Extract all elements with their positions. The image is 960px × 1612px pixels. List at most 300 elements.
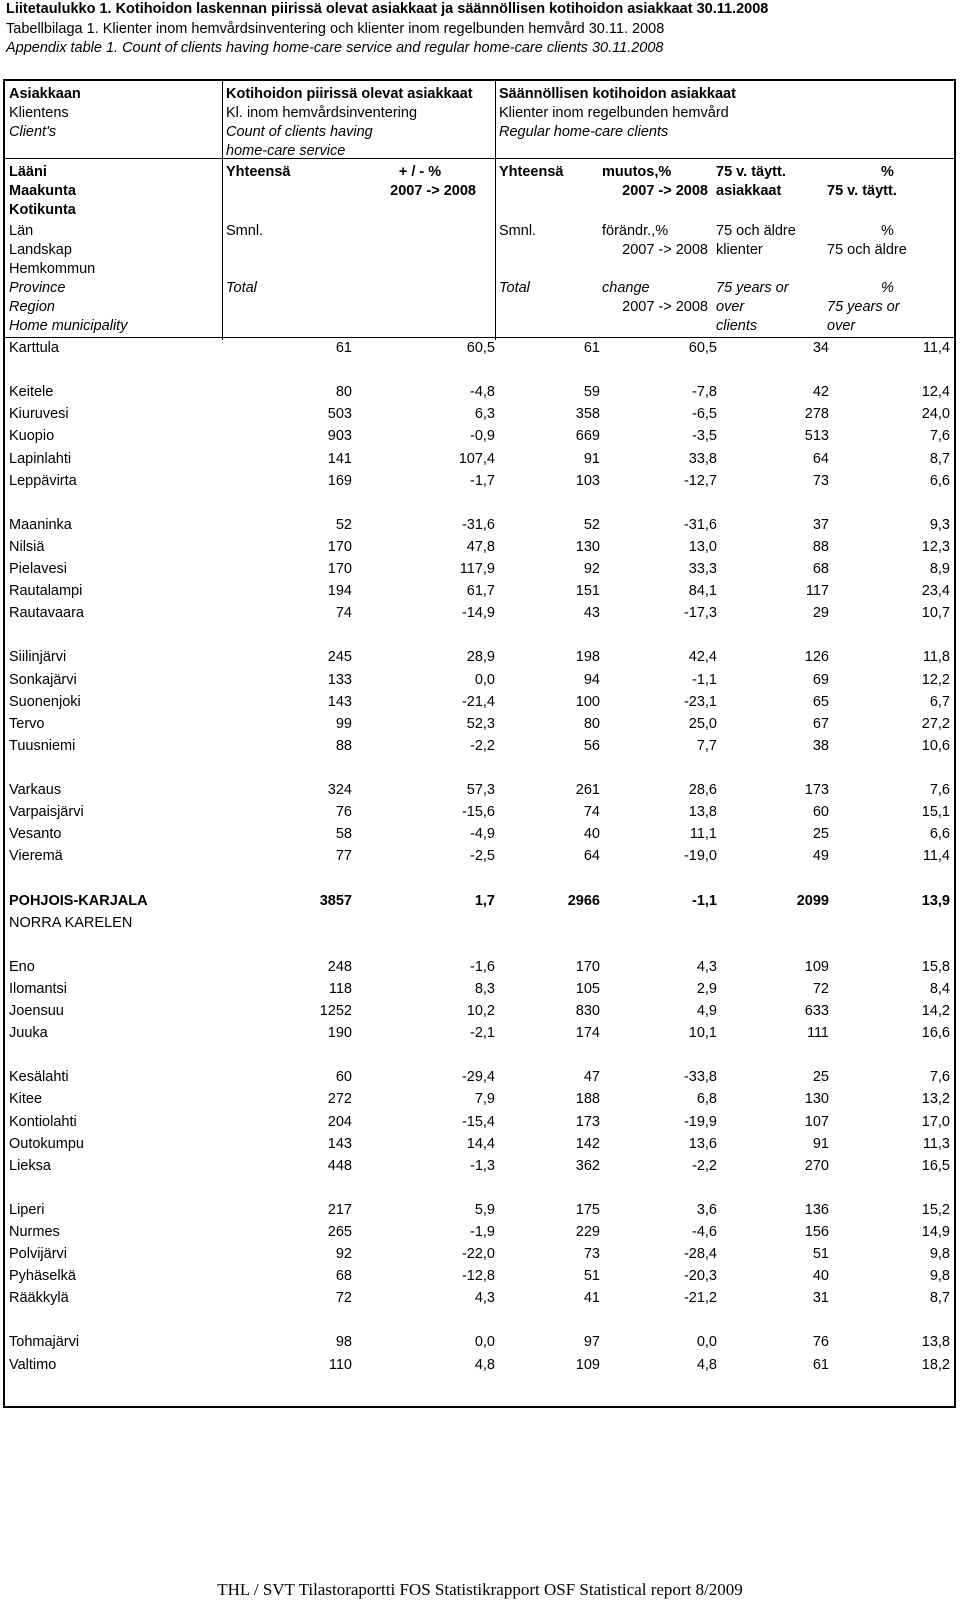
cell-value: 12,2 (921, 672, 950, 688)
header-pct-fi-2: 75 v. täytt. (827, 183, 897, 199)
header-over: over (716, 299, 745, 315)
cell-value: 17,0 (921, 1114, 950, 1130)
cell-value: 1252 (319, 1003, 352, 1019)
cell-value: 42 (812, 384, 829, 400)
municipality-name: Pyhäselkä (9, 1268, 76, 1284)
cell-value: -1,1 (692, 893, 717, 909)
municipality-name: Rääkkylä (9, 1290, 69, 1306)
cell-value: 2,9 (696, 981, 717, 997)
cell-value: 34 (812, 340, 829, 356)
cell-value: 73 (812, 473, 829, 489)
page-titles (6, 0, 768, 59)
municipality-name: Varpaisjärvi (9, 804, 84, 820)
cell-value: 173 (575, 1114, 600, 1130)
cell-value: 41 (583, 1290, 600, 1306)
cell-value: 74 (335, 605, 352, 621)
cell-value: 142 (575, 1136, 600, 1152)
cell-value: 6,6 (929, 826, 950, 842)
table-row (5, 669, 954, 691)
cell-value: 170 (327, 561, 352, 577)
cell-value: 33,3 (688, 561, 717, 577)
cell-value: 8,3 (474, 981, 495, 997)
cell-value: 111 (806, 1025, 829, 1041)
municipality-name: Suonenjoki (9, 694, 81, 710)
header-75-en: 75 years or (716, 280, 789, 296)
cell-value: 3857 (319, 893, 352, 909)
table-row (5, 1000, 954, 1022)
cell-value: 245 (327, 649, 352, 665)
cell-value: 4,8 (474, 1357, 495, 1373)
cell-value: 59 (583, 384, 600, 400)
header-pct-fi: % (881, 164, 894, 180)
header-home-care-service: home-care service (226, 143, 346, 159)
cell-value: 80 (335, 384, 352, 400)
cell-value: 156 (804, 1224, 829, 1240)
cell-value: 73 (583, 1246, 600, 1262)
municipality-name: Vesanto (9, 826, 62, 842)
cell-value: 9,8 (929, 1268, 950, 1284)
cell-value: 15,1 (921, 804, 950, 820)
cell-value: -2,2 (692, 1158, 717, 1174)
cell-value: -21,4 (461, 694, 495, 710)
cell-value: 170 (327, 539, 352, 555)
municipality-name: Vieremä (9, 848, 63, 864)
header-row (5, 315, 954, 337)
cell-value: 14,4 (466, 1136, 495, 1152)
cell-value: 13,6 (688, 1136, 717, 1152)
cell-value: 362 (575, 1158, 600, 1174)
cell-value: -21,2 (683, 1290, 717, 1306)
municipality-name: Sonkajärvi (9, 672, 77, 688)
cell-value: 25,0 (688, 716, 717, 732)
cell-value: 358 (575, 406, 600, 422)
cell-value: -20,3 (683, 1268, 717, 1284)
cell-value: 13,9 (921, 893, 950, 909)
cell-value: 143 (327, 694, 352, 710)
cell-value: 194 (327, 583, 352, 599)
cell-value: 133 (327, 672, 352, 688)
cell-value: 7,7 (696, 738, 717, 754)
header-muutos: muutos,% (602, 164, 672, 180)
header-pct-sv: % (881, 223, 894, 239)
cell-value: 513 (804, 428, 829, 444)
cell-value: -1,7 (470, 473, 495, 489)
municipality-name: Lapinlahti (9, 451, 72, 467)
table-row (5, 381, 954, 403)
header-klienter-inom: Klienter inom regelbunden hemvård (499, 105, 729, 121)
cell-value: 903 (327, 428, 352, 444)
header-75-sv: 75 och äldre (716, 223, 796, 239)
header-klientens: Klientens (9, 105, 69, 121)
cell-value: 175 (575, 1202, 600, 1218)
municipality-name: Kiuruvesi (9, 406, 69, 422)
header-smnl-1: Smnl. (226, 223, 264, 239)
table-row (5, 470, 954, 492)
cell-value: 13,8 (688, 804, 717, 820)
table-row (5, 978, 954, 1000)
cell-value: 248 (327, 959, 352, 975)
cell-value: -4,8 (470, 384, 495, 400)
header-plusminus: + / - % (398, 164, 442, 180)
cell-value: 72 (812, 981, 829, 997)
table-row (5, 912, 954, 934)
municipality-name: Eno (9, 959, 35, 975)
header-pct-en-3: over (827, 318, 856, 334)
footer: THL / SVT Tilastoraportti FOS Statistikrapport OSF Statistical report 8/2009 (217, 1580, 743, 1599)
header-yhteensa-1: Yhteensä (226, 164, 291, 180)
cell-value: -2,5 (470, 848, 495, 864)
header-smnl-2: Smnl. (499, 223, 537, 239)
header-yhteensa-2: Yhteensä (499, 164, 564, 180)
cell-value: -19,0 (683, 848, 717, 864)
cell-value: 97 (583, 1334, 600, 1350)
municipality-name: Kuopio (9, 428, 55, 444)
cell-value: 92 (583, 561, 600, 577)
cell-value: 25 (812, 826, 829, 842)
municipality-name: Siilinjärvi (9, 649, 67, 665)
municipality-name: Kitee (9, 1091, 43, 1107)
municipality-name: POHJOIS-KARJALA (9, 893, 148, 909)
cell-value: 109 (575, 1357, 600, 1373)
cell-value: 40 (812, 1268, 829, 1284)
cell-value: 60 (812, 804, 829, 820)
cell-value: 8,7 (929, 1290, 950, 1306)
cell-value: 91 (812, 1136, 829, 1152)
municipality-name: Tervo (9, 716, 45, 732)
cell-value: 72 (335, 1290, 352, 1306)
cell-value: 198 (575, 649, 600, 665)
cell-value: 88 (335, 738, 352, 754)
table-row (5, 1354, 954, 1376)
cell-value: -19,9 (683, 1114, 717, 1130)
header-region: Region (9, 299, 55, 315)
header-pm-years: 2007 -> 2008 (390, 183, 476, 199)
cell-value: 61 (583, 340, 600, 356)
cell-value: 4,3 (474, 1290, 495, 1306)
cell-value: 11,4 (922, 340, 950, 356)
cell-value: 58 (335, 826, 352, 842)
header-kotihoidon: Kotihoidon piirissä olevat asiakkaat (226, 86, 473, 102)
cell-value: 10,1 (688, 1025, 717, 1041)
cell-value: -31,6 (461, 517, 495, 533)
cell-value: 4,9 (696, 1003, 717, 1019)
cell-value: 110 (328, 1357, 352, 1373)
cell-value: 28,6 (688, 782, 717, 798)
cell-value: -12,7 (683, 473, 717, 489)
header-kl-inom: Kl. inom hemvårdsinventering (226, 105, 418, 121)
cell-value: 107,4 (458, 451, 495, 467)
cell-value: 47,8 (466, 539, 495, 555)
cell-value: 107 (804, 1114, 829, 1130)
cell-value: 11,8 (922, 649, 950, 665)
cell-value: 103 (575, 473, 600, 489)
cell-value: 61 (812, 1357, 829, 1373)
cell-value: -2,2 (470, 738, 495, 754)
cell-value: 830 (575, 1003, 600, 1019)
municipality-name: Joensuu (9, 1003, 64, 1019)
cell-value: 14,9 (921, 1224, 950, 1240)
municipality-name: Ilomantsi (9, 981, 68, 997)
cell-value: 52,3 (466, 716, 495, 732)
table-row (5, 691, 954, 713)
cell-value: 65 (812, 694, 829, 710)
municipality-name: Liperi (9, 1202, 45, 1218)
header-clients-over: clients (716, 318, 758, 334)
cell-value: 27,2 (921, 716, 950, 732)
cell-value: 56 (583, 738, 600, 754)
cell-value: 51 (812, 1246, 829, 1262)
cell-value: -17,3 (683, 605, 717, 621)
cell-value: 76 (335, 804, 352, 820)
cell-value: 43 (583, 605, 600, 621)
cell-value: 29 (812, 605, 829, 621)
cell-value: 64 (583, 848, 600, 864)
table-row (5, 1155, 954, 1177)
header-asiakkaan: Asiakkaan (9, 86, 81, 102)
cell-value: 0,0 (474, 1334, 495, 1350)
table-row (5, 823, 954, 845)
data-table (3, 79, 956, 1408)
cell-value: 100 (575, 694, 600, 710)
table-row (5, 403, 954, 425)
header-count-of-clients: Count of clients having (226, 124, 373, 140)
cell-value: 61 (335, 340, 352, 356)
cell-value: 143 (327, 1136, 352, 1152)
cell-value: 117 (805, 583, 829, 599)
cell-value: -1,1 (692, 672, 717, 688)
cell-value: 25 (812, 1069, 829, 1085)
municipality-name: Outokumpu (9, 1136, 84, 1152)
table-row (5, 1199, 954, 1221)
municipality-name: Nilsiä (9, 539, 45, 555)
table-row (5, 1111, 954, 1133)
cell-value: -15,4 (461, 1114, 495, 1130)
cell-value: -31,6 (683, 517, 717, 533)
cell-value: 52 (335, 517, 352, 533)
title-english: Appendix table 1. Count of clients having home-care service and regular home-care clients 30.11.2008 (6, 40, 664, 56)
cell-value: 40 (583, 826, 600, 842)
header-saannollisen: Säännöllisen kotihoidon asiakkaat (499, 86, 736, 102)
cell-value: 130 (804, 1091, 829, 1107)
table-row (5, 337, 954, 359)
table-row (5, 1022, 954, 1044)
cell-value: 94 (583, 672, 600, 688)
cell-value: 77 (335, 848, 352, 864)
cell-value: 169 (327, 473, 352, 489)
table-row (5, 1221, 954, 1243)
cell-value: 188 (575, 1091, 600, 1107)
cell-value: 15,8 (921, 959, 950, 975)
cell-value: 7,6 (929, 428, 950, 444)
cell-value: -0,9 (470, 428, 495, 444)
cell-value: 18,2 (921, 1357, 950, 1373)
cell-value: 217 (327, 1202, 352, 1218)
cell-value: 57,3 (466, 782, 495, 798)
cell-value: 14,2 (921, 1003, 950, 1019)
cell-value: 13,2 (921, 1091, 950, 1107)
cell-value: 60 (335, 1069, 352, 1085)
cell-value: 126 (804, 649, 829, 665)
header-regular-clients: Regular home-care clients (499, 124, 669, 140)
cell-value: 278 (804, 406, 829, 422)
cell-value: -15,6 (461, 804, 495, 820)
cell-value: -1,9 (470, 1224, 495, 1240)
header-change-years: 2007 -> 2008 (622, 299, 708, 315)
municipality-name: Tuusniemi (9, 738, 76, 754)
table-row (5, 801, 954, 823)
cell-value: 8,4 (929, 981, 950, 997)
municipality-name: Polvijärvi (9, 1246, 68, 1262)
cell-value: 16,6 (921, 1025, 950, 1041)
cell-value: -12,8 (461, 1268, 495, 1284)
cell-value: -23,1 (683, 694, 717, 710)
cell-value: 261 (575, 782, 600, 798)
table-row (5, 956, 954, 978)
header-hemkommun: Hemkommun (9, 261, 96, 277)
cell-value: 28,9 (466, 649, 495, 665)
header-pct-en-2: 75 years or (827, 299, 900, 315)
table-row (5, 1133, 954, 1155)
cell-value: 64 (812, 451, 829, 467)
cell-value: 92 (335, 1246, 352, 1262)
cell-value: 503 (327, 406, 352, 422)
cell-value: 4,3 (696, 959, 717, 975)
cell-value: 6,7 (929, 694, 950, 710)
cell-value: -6,5 (692, 406, 717, 422)
cell-value: 5,9 (474, 1202, 495, 1218)
table-row (5, 580, 954, 602)
header-row (5, 140, 954, 162)
cell-value: 265 (327, 1224, 352, 1240)
cell-value: 60,5 (466, 340, 495, 356)
cell-value: 31 (812, 1290, 829, 1306)
header-laani: Lääni (9, 164, 47, 180)
title-finnish: Liitetaulukko 1. Kotihoidon laskennan piirissä olevat asiakkaat ja säännöllisen kotihoidon asiakkaat 30.11.2008 (6, 1, 769, 17)
table-row (5, 890, 954, 912)
cell-value: 272 (327, 1091, 352, 1107)
cell-value: 68 (812, 561, 829, 577)
table-row (5, 448, 954, 470)
municipality-name: Leppävirta (9, 473, 77, 489)
cell-value: 11,4 (922, 848, 950, 864)
header-pct-sv-2: 75 och äldre (827, 242, 907, 258)
cell-value: 33,8 (688, 451, 717, 467)
cell-value: 76 (812, 1334, 829, 1350)
cell-value: -3,5 (692, 428, 717, 444)
header-klienter: klienter (716, 242, 763, 258)
cell-value: 69 (812, 672, 829, 688)
table-row (5, 514, 954, 536)
cell-value: 4,8 (696, 1357, 717, 1373)
cell-value: 61,7 (466, 583, 495, 599)
cell-value: 52 (583, 517, 600, 533)
table-row (5, 1265, 954, 1287)
cell-value: 15,2 (921, 1202, 950, 1218)
cell-value: 170 (575, 959, 600, 975)
cell-value: -22,0 (461, 1246, 495, 1262)
cell-value: -4,6 (692, 1224, 717, 1240)
table-row (5, 1243, 954, 1265)
cell-value: 204 (327, 1114, 352, 1130)
table-row (5, 1287, 954, 1309)
municipality-name: Tohmajärvi (9, 1334, 80, 1350)
cell-value: 60,5 (688, 340, 717, 356)
cell-value: 448 (327, 1158, 352, 1174)
cell-value: 91 (583, 451, 600, 467)
municipality-name: Keitele (9, 384, 54, 400)
cell-value: 88 (812, 539, 829, 555)
table-row (5, 558, 954, 580)
cell-value: 10,7 (921, 605, 950, 621)
cell-value: -28,4 (683, 1246, 717, 1262)
table-row (5, 713, 954, 735)
cell-value: 136 (804, 1202, 829, 1218)
municipality-name: Karttula (9, 340, 59, 356)
cell-value: 74 (583, 804, 600, 820)
table-row (5, 425, 954, 447)
cell-value: 47 (583, 1069, 600, 1085)
header-kotikunta: Kotikunta (9, 202, 76, 218)
cell-value: 7,6 (929, 782, 950, 798)
cell-value: 99 (335, 716, 352, 732)
header-clients: Client's (9, 124, 57, 140)
municipality-name: Varkaus (9, 782, 62, 798)
header-total-1: Total (226, 280, 257, 296)
header-asiakkaat: asiakkaat (716, 183, 782, 199)
cell-value: 37 (812, 517, 829, 533)
cell-value: 8,7 (929, 451, 950, 467)
header-forandr: förändr.,% (602, 223, 669, 239)
municipality-name: NORRA KARELEN (9, 915, 133, 931)
cell-value: 23,4 (921, 583, 950, 599)
table-row (5, 536, 954, 558)
header-total-2: Total (499, 280, 530, 296)
cell-value: 109 (804, 959, 829, 975)
cell-value: 229 (575, 1224, 600, 1240)
cell-value: 105 (575, 981, 600, 997)
cell-value: -1,6 (470, 959, 495, 975)
header-forandr-years: 2007 -> 2008 (622, 242, 708, 258)
cell-value: 51 (583, 1268, 600, 1284)
cell-value: -33,8 (683, 1069, 717, 1085)
municipality-name: Lieksa (9, 1158, 51, 1174)
cell-value: 669 (575, 428, 600, 444)
cell-value: 12,4 (921, 384, 950, 400)
municipality-name: Valtimo (9, 1357, 57, 1373)
header-lan: Län (9, 223, 34, 239)
cell-value: 118 (328, 981, 352, 997)
cell-value: 68 (335, 1268, 352, 1284)
header-change: change (602, 280, 650, 296)
municipality-name: Kontiolahti (9, 1114, 77, 1130)
table-row (5, 602, 954, 624)
municipality-name: Kesälahti (9, 1069, 69, 1085)
cell-value: 49 (812, 848, 829, 864)
cell-value: -4,9 (470, 826, 495, 842)
title-swedish: Tabellbilaga 1. Klienter inom hemvårdsinventering och klienter inom regelbunden hemvård 30.11. 2008 (6, 20, 665, 37)
cell-value: 6,3 (474, 406, 495, 422)
cell-value: 2966 (567, 893, 600, 909)
cell-value: 10,2 (466, 1003, 495, 1019)
cell-value: 10,6 (921, 738, 950, 754)
municipality-name: Maaninka (9, 517, 72, 533)
header-maakunta: Maakunta (9, 183, 76, 199)
cell-value: 98 (335, 1334, 352, 1350)
table-row (5, 1066, 954, 1088)
cell-value: 13,8 (921, 1334, 950, 1350)
cell-value: 270 (804, 1158, 829, 1174)
table-row (5, 1331, 954, 1353)
